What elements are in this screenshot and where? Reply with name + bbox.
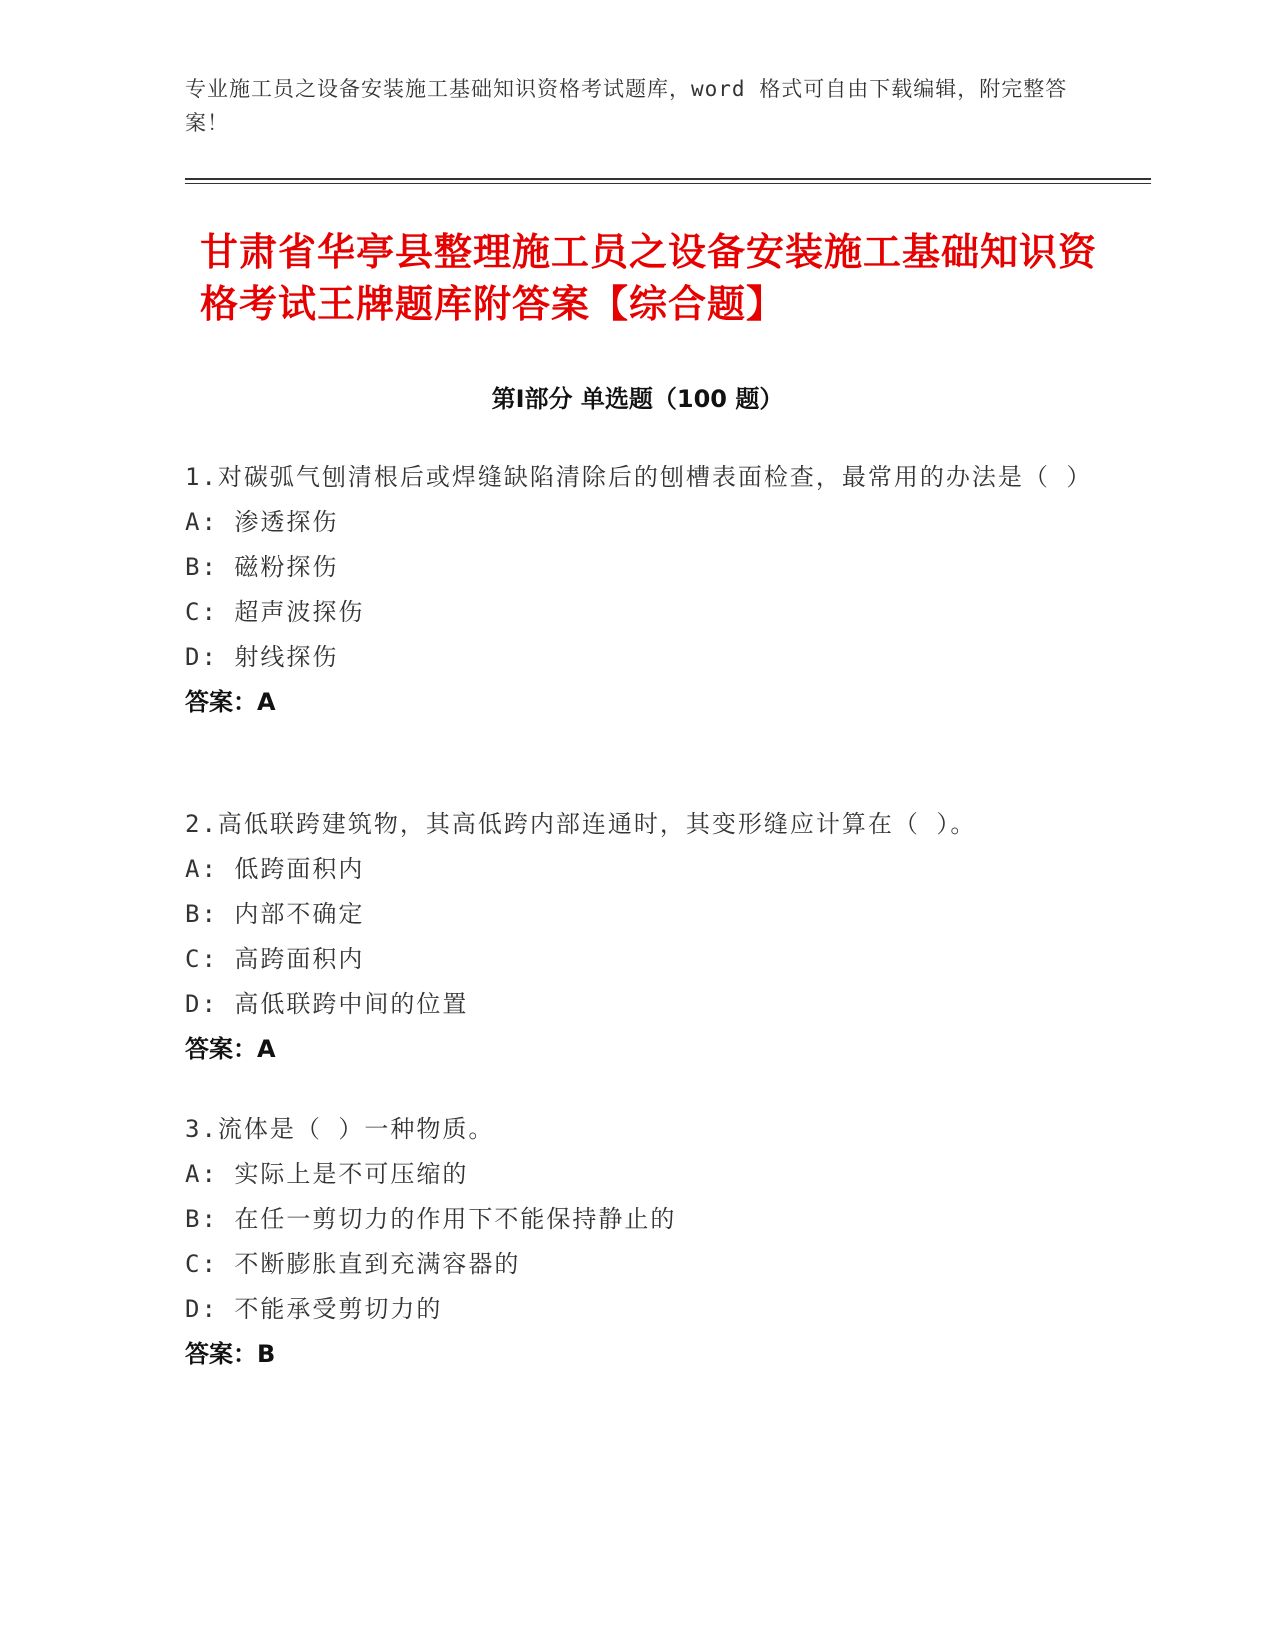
question-text: 3.流体是（ ）一种物质。 <box>185 1115 495 1143</box>
option-c: C: 高跨面积内 <box>185 945 365 973</box>
question-text: 2.高低联跨建筑物，其高低跨内部连通时，其变形缝应计算在（ ）。 <box>185 810 977 838</box>
option-a: A: 低跨面积内 <box>185 855 365 883</box>
header-note: 专业施工员之设备安装施工基础知识资格考试题库，word 格式可自由下载编辑，附完整答案！ <box>185 77 1068 135</box>
question-text: 1.对碳弧气刨清根后或焊缝缺陷清除后的刨槽表面检查，最常用的办法是（ ） <box>185 463 1093 491</box>
document-title: 甘肃省华亭县整理施工员之设备安装施工基础知识资格考试王牌题库附答案【综合题】 <box>200 230 1098 326</box>
option-d: D: 不能承受剪切力的 <box>185 1295 443 1323</box>
option-b: B: 在任一剪切力的作用下不能保持静止的 <box>185 1205 677 1233</box>
option-d: D: 高低联跨中间的位置 <box>185 990 469 1018</box>
option-a: A: 渗透探伤 <box>185 508 339 536</box>
answer-label: 答案：A <box>185 688 276 716</box>
header-rule-thick <box>185 178 1151 180</box>
answer-label: 答案：B <box>185 1340 276 1368</box>
option-b: B: 磁粉探伤 <box>185 553 339 581</box>
question-block <box>185 1107 1085 1377</box>
option-c: C: 不断膨胀直到充满容器的 <box>185 1250 521 1278</box>
option-a: A: 实际上是不可压缩的 <box>185 1160 469 1188</box>
option-b: B: 内部不确定 <box>185 900 365 928</box>
section-title: 第Ⅰ部分 单选题（100 题） <box>491 385 784 413</box>
option-d: D: 射线探伤 <box>185 643 339 671</box>
header-rule-thin <box>185 183 1151 184</box>
answer-label: 答案：A <box>185 1035 276 1063</box>
option-c: C: 超声波探伤 <box>185 598 365 626</box>
question-block <box>185 455 1093 725</box>
question-block <box>185 802 1085 1072</box>
